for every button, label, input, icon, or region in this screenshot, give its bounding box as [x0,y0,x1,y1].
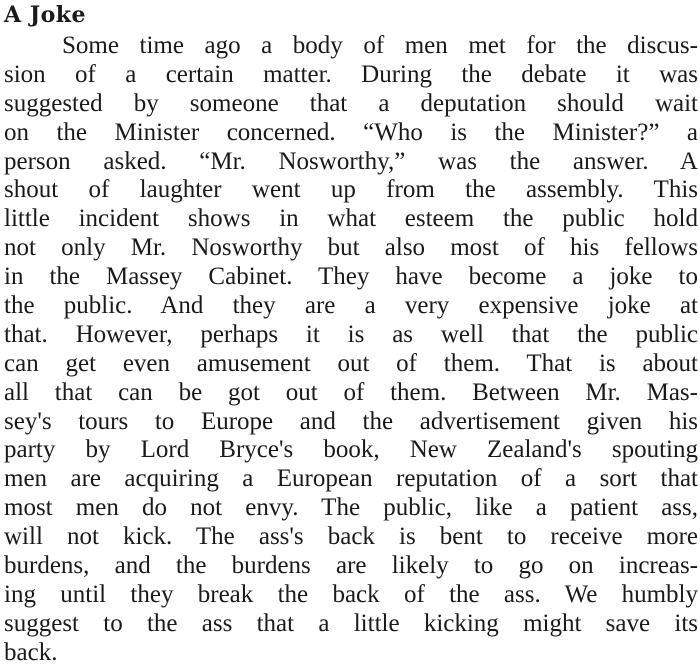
body-line: sion of a certain matter. During the debate it was [4,60,698,88]
body-line: little incident shows in what esteem the public hold [4,205,698,233]
body-line: in the Massey Cabinet. They have become a joke to [4,263,698,291]
body-line: men are acquiring a European reputation of a sort that [4,465,698,493]
body-line: burdens, and the burdens are likely to go on increas- [4,552,698,580]
body-line: will not kick. The ass's back is bent to receive more [4,523,698,551]
body-line: person asked. “Mr. Nosworthy,” was the answer. A [4,147,698,175]
body-line: on the Minister concerned. “Who is the Minister?” a [4,118,698,146]
body-line: Some time ago a body of men met for the discus- [62,32,698,59]
body-line: party by Lord Bryce's book, New Zealand's spouting [4,436,698,464]
body-line: suggested by someone that a deputation should wait [4,89,698,117]
article-headline: A Joke [4,2,87,28]
body-line: not only Mr. Nosworthy but also most of his fellows [4,234,698,262]
body-line: most men do not envy. The public, like a patient ass, [4,494,698,522]
article-body [4,32,698,668]
body-line: sey's tours to Europe and the advertisement given his [4,407,698,435]
body-line: the public. And they are a very expensive joke at [4,292,698,320]
body-line: shout of laughter went up from the assembly. This [4,176,698,204]
body-line: that. However, perhaps it is as well that the public [4,320,698,348]
body-line: suggest to the ass that a little kicking might save its [4,609,698,637]
body-line: ing until they break the back of the ass. We humbly [4,580,698,608]
body-line: back. [4,638,58,666]
body-line: can get even amusement out of them. That is about [4,349,698,377]
body-line: all that can be got out of them. Between Mr. Mas- [4,378,698,406]
